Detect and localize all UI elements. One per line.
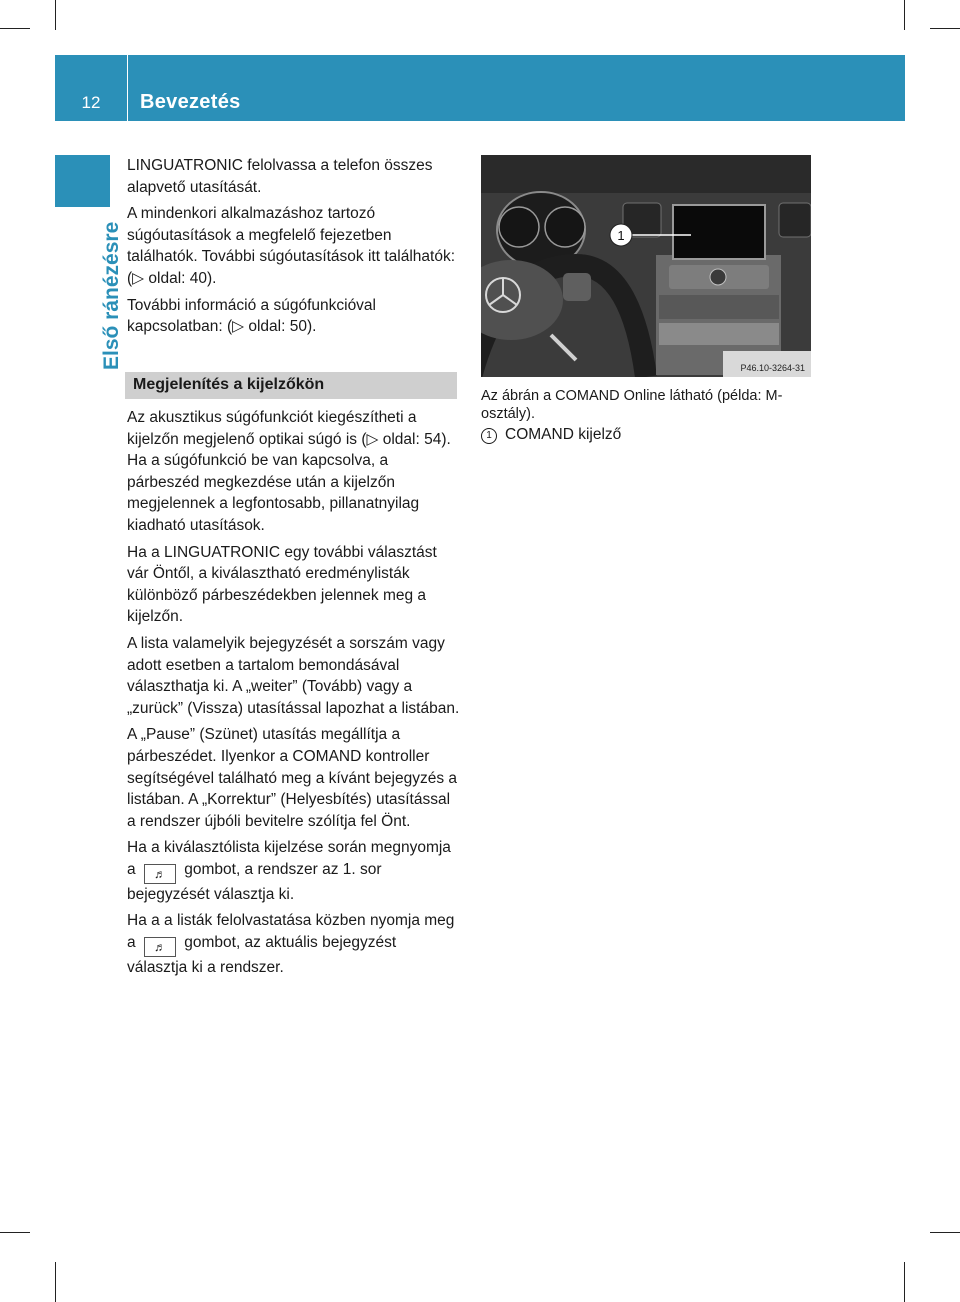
header-divider	[127, 55, 128, 121]
section-heading	[125, 372, 457, 399]
crop-mark	[55, 0, 56, 30]
side-tab-label: Első ránézésre	[100, 221, 123, 370]
section-heading-text: Megjelenítés a kijelzőkön	[133, 376, 325, 393]
body-text: Ha a a listák felolvastatása közben nyomja meg a	[127, 912, 455, 952]
figure-callout: 1	[617, 228, 625, 243]
voice-button-icon: ♬	[144, 864, 176, 884]
body-paragraph: Ha a LINGUATRONIC egy további választást vár Öntől, a kiválasztható eredménylisták különböző párbeszédekben jelennek meg a kijelzőn.	[127, 543, 437, 626]
intro-paragraph: LINGUATRONIC felolvassa a telefon összes alapvető utasítását.	[127, 157, 433, 196]
body-paragraph: A „Pause” (Szünet) utasítás megállítja a párbeszédet. Ilyenkor a COMAND kontroller segítségével található meg a kívánt bejegyzés a listában. A „Korrektur” (Helyesbítés) utasítással a rendszer újbóli bevitelre szólítja fel Önt.	[127, 726, 458, 830]
body-paragraph: Az akusztikus súgófunkciót kiegészítheti a kijelzőn megjelenő optikai súgó is (▷ oldal: 54). Ha a súgófunkció be van kapcsolva, a párbeszéd megkezdése után a kijelzőn megjelennek a legfontosabb, pillanatnyilag kiadható utasítások.	[127, 409, 451, 534]
dashboard-illustration	[481, 155, 811, 377]
dashboard-photo	[481, 155, 811, 377]
side-tab-marker	[55, 155, 110, 207]
crop-mark	[904, 0, 905, 30]
body-text: Ha a kiválasztólista kijelzése során megnyomja a	[127, 839, 451, 878]
crop-mark	[0, 28, 30, 29]
legend-text: COMAND kijelző	[505, 426, 622, 443]
body-paragraph	[127, 837, 460, 905]
body-paragraph: A lista valamelyik bejegyzését a sorszám vagy adott esetben a tartalom bemondásával választhatja ki. A „weiter” (Tovább) vagy a „zurück” (Vissza) utasítással lapozhat a listában.	[127, 634, 460, 717]
body-text: gombot, a rendszer az 1. sor bejegyzését választja ki.	[127, 860, 382, 903]
crop-mark	[930, 1232, 960, 1233]
body-text: gombot, az aktuális bejegyzést választja ki a rendszer.	[127, 934, 397, 977]
intro-paragraph: További információ a súgófunkcióval kapcsolatban: (▷ oldal: 50).	[127, 296, 376, 336]
page-header	[55, 55, 905, 121]
section-body	[127, 407, 460, 984]
page-number: 12	[81, 93, 101, 112]
legend-number: 1	[481, 428, 497, 444]
chapter-title: Bevezetés	[140, 91, 241, 113]
voice-button-icon: ♬	[144, 937, 176, 957]
body-paragraph	[127, 910, 460, 978]
figure-legend	[481, 426, 621, 444]
figure-caption: Az ábrán a COMAND Online látható (példa: M-osztály).	[481, 388, 783, 422]
crop-mark	[0, 1232, 30, 1233]
crop-mark	[904, 1262, 905, 1302]
figure-code: P46.10-3264-31	[740, 363, 805, 373]
crop-mark	[930, 28, 960, 29]
crop-mark	[55, 1262, 56, 1302]
intro-text	[127, 155, 457, 343]
intro-paragraph: A mindenkori alkalmazáshoz tartozó súgóutasítások a megfelelő fejezetben találhatók. További súgóutasítások itt találhatók: (▷ oldal: 40).	[127, 205, 456, 287]
